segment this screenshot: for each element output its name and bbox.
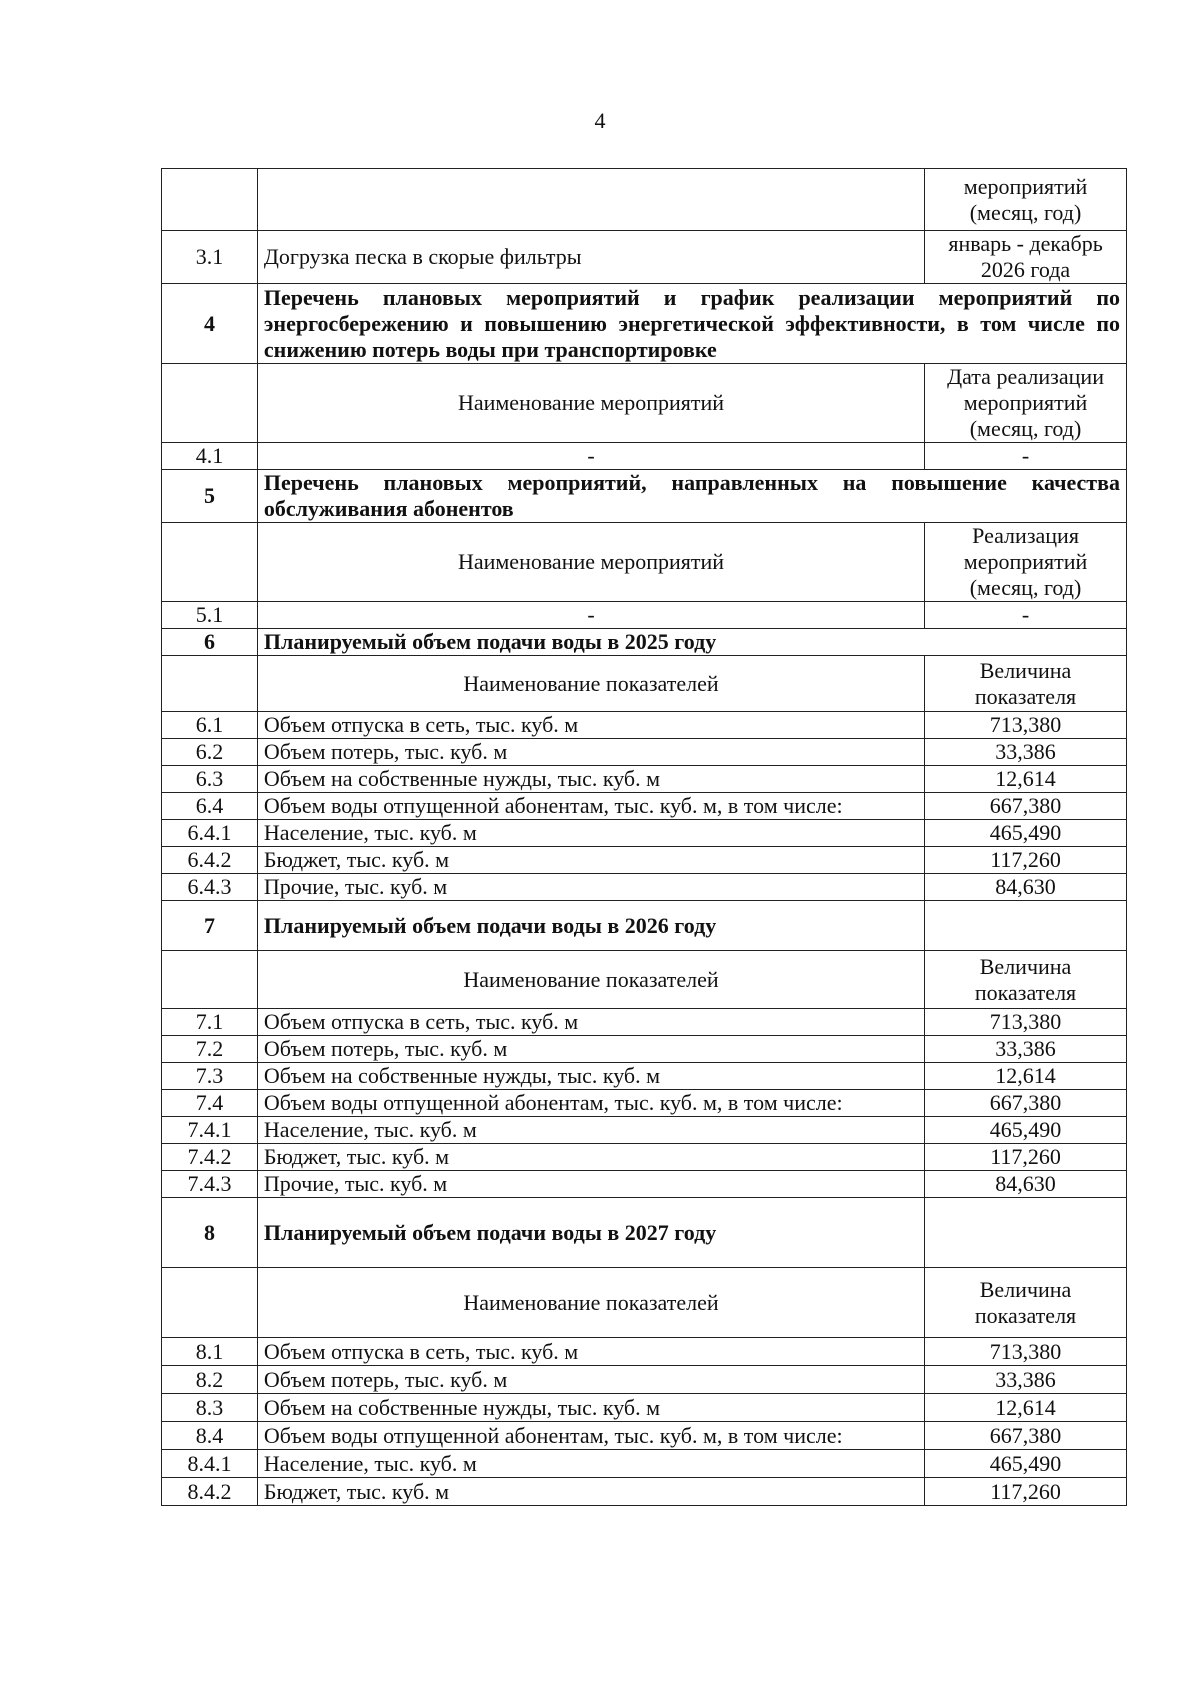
row-value: 33,386	[925, 1036, 1127, 1063]
header-name: Наименование показателей	[257, 951, 924, 1009]
row-number: 6.1	[162, 712, 258, 739]
row-name: Бюджет, тыс. куб. м	[257, 1144, 924, 1171]
section-title: Перечень плановых мероприятий, направленных на повышение качества обслуживания абонентов	[257, 470, 1126, 523]
cell-empty	[162, 951, 258, 1009]
row-number: 8.4.2	[162, 1478, 258, 1506]
table-row	[162, 739, 1127, 766]
section-title-row	[162, 1198, 1127, 1268]
row-name: Население, тыс. куб. м	[257, 1117, 924, 1144]
row-name: Объем воды отпущенной абонентам, тыс. куб. м, в том числе:	[257, 793, 924, 820]
table-row	[162, 1338, 1127, 1366]
row-number: 6.4.2	[162, 847, 258, 874]
plan-table	[161, 168, 1127, 1506]
table-row	[162, 443, 1127, 470]
row-number: 6.2	[162, 739, 258, 766]
row-name: Объем потерь, тыс. куб. м	[257, 1366, 924, 1394]
row-value: 12,614	[925, 1394, 1127, 1422]
row-name: Объем воды отпущенной абонентам, тыс. куб. м, в том числе:	[257, 1090, 924, 1117]
cell-empty	[162, 523, 258, 602]
cell-empty	[162, 364, 258, 443]
row-name: Объем отпуска в сеть, тыс. куб. м	[257, 1338, 924, 1366]
page-number: 4	[594, 108, 606, 133]
table-row	[162, 1036, 1127, 1063]
section-number: 7	[162, 901, 258, 951]
row-name: Прочие, тыс. куб. м	[257, 874, 924, 901]
row-value: 117,260	[925, 1144, 1127, 1171]
table-row	[162, 712, 1127, 739]
row-name: -	[257, 602, 924, 629]
row-value: 12,614	[925, 766, 1127, 793]
row-number: 8.4	[162, 1422, 258, 1450]
row-name: Объем потерь, тыс. куб. м	[257, 1036, 924, 1063]
header-name: Наименование мероприятий	[257, 364, 924, 443]
section-title-row	[162, 470, 1127, 523]
section-number: 6	[162, 629, 258, 656]
row-number: 7.1	[162, 1009, 258, 1036]
row-value: 465,490	[925, 820, 1127, 847]
header-date: Дата реализации мероприятий (месяц, год)	[925, 364, 1127, 443]
cell-empty	[925, 901, 1127, 951]
column-header-row	[162, 1268, 1127, 1338]
row-number: 8.4.1	[162, 1450, 258, 1478]
header-value: Величина показателя	[925, 656, 1127, 712]
row-value: 713,380	[925, 1009, 1127, 1036]
table-row	[162, 1422, 1127, 1450]
row-number: 8.3	[162, 1394, 258, 1422]
cell-empty	[162, 169, 258, 231]
row-value: 465,490	[925, 1117, 1127, 1144]
section-number: 8	[162, 1198, 258, 1268]
row-date: январь - декабрь 2026 года	[925, 231, 1127, 284]
row-name: Догрузка песка в скорые фильтры	[257, 231, 924, 284]
row-value: 84,630	[925, 1171, 1127, 1198]
row-number: 8.1	[162, 1338, 258, 1366]
column-header-row	[162, 523, 1127, 602]
column-header-row	[162, 656, 1127, 712]
table-row	[162, 602, 1127, 629]
table-row	[162, 1478, 1127, 1506]
header-date: Реализация мероприятий (месяц, год)	[925, 523, 1127, 602]
table-row	[162, 1394, 1127, 1422]
table-row	[162, 1171, 1127, 1198]
row-value: 117,260	[925, 1478, 1127, 1506]
table-row	[162, 1009, 1127, 1036]
table-row	[162, 766, 1127, 793]
column-header-row	[162, 364, 1127, 443]
cell-empty	[162, 1268, 258, 1338]
row-value: -	[925, 602, 1127, 629]
row-value: 713,380	[925, 712, 1127, 739]
row-name: Объем воды отпущенной абонентам, тыс. куб. м, в том числе:	[257, 1422, 924, 1450]
row-number: 7.4	[162, 1090, 258, 1117]
row-value: 465,490	[925, 1450, 1127, 1478]
header-name: Наименование мероприятий	[257, 523, 924, 602]
cell-empty	[257, 169, 924, 231]
row-name: Объем на собственные нужды, тыс. куб. м	[257, 1063, 924, 1090]
row-name: -	[257, 443, 924, 470]
table-row	[162, 820, 1127, 847]
row-value: 84,630	[925, 874, 1127, 901]
table-row	[162, 231, 1127, 284]
row-value: 667,380	[925, 1422, 1127, 1450]
table-row	[162, 1144, 1127, 1171]
section-title-row	[162, 901, 1127, 951]
header-name: Наименование показателей	[257, 656, 924, 712]
row-name: Население, тыс. куб. м	[257, 820, 924, 847]
section-title: Перечень плановых мероприятий и график реализации мероприятий по энергосбережению и повышению энергетической эффективности, в том числе по снижению потерь воды при транспортировке	[257, 284, 1126, 364]
row-number: 7.2	[162, 1036, 258, 1063]
cell-empty	[162, 656, 258, 712]
row-number: 3.1	[162, 231, 258, 284]
row-value: 667,380	[925, 1090, 1127, 1117]
section-title-row	[162, 284, 1127, 364]
row-number: 5.1	[162, 602, 258, 629]
row-value: 12,614	[925, 1063, 1127, 1090]
row-number: 6.3	[162, 766, 258, 793]
row-value: -	[925, 443, 1127, 470]
row-number: 7.4.1	[162, 1117, 258, 1144]
row-name: Бюджет, тыс. куб. м	[257, 1478, 924, 1506]
row-value: 33,386	[925, 739, 1127, 766]
row-name: Объем на собственные нужды, тыс. куб. м	[257, 1394, 924, 1422]
row-value: 713,380	[925, 1338, 1127, 1366]
section-title: Планируемый объем подачи воды в 2026 году	[257, 901, 924, 951]
section-title: Планируемый объем подачи воды в 2025 году	[257, 629, 1126, 656]
row-number: 6.4.3	[162, 874, 258, 901]
table-row	[162, 1117, 1127, 1144]
row-value: 667,380	[925, 793, 1127, 820]
row-value: 117,260	[925, 847, 1127, 874]
row-number: 4.1	[162, 443, 258, 470]
section-title: Планируемый объем подачи воды в 2027 году	[257, 1198, 924, 1268]
row-number: 7.3	[162, 1063, 258, 1090]
column-header-row	[162, 951, 1127, 1009]
row-name: Объем потерь, тыс. куб. м	[257, 739, 924, 766]
row-number: 6.4.1	[162, 820, 258, 847]
table-row	[162, 1450, 1127, 1478]
row-name: Объем на собственные нужды, тыс. куб. м	[257, 766, 924, 793]
table-row	[162, 169, 1127, 231]
row-number: 7.4.2	[162, 1144, 258, 1171]
section-number: 4	[162, 284, 258, 364]
header-value: Величина показателя	[925, 951, 1127, 1009]
row-number: 8.2	[162, 1366, 258, 1394]
row-name: Объем отпуска в сеть, тыс. куб. м	[257, 1009, 924, 1036]
table-row	[162, 1090, 1127, 1117]
header-name: Наименование показателей	[257, 1268, 924, 1338]
row-name: Прочие, тыс. куб. м	[257, 1171, 924, 1198]
row-value: 33,386	[925, 1366, 1127, 1394]
table-row	[162, 847, 1127, 874]
header-value: Величина показателя	[925, 1268, 1127, 1338]
row-name: Бюджет, тыс. куб. м	[257, 847, 924, 874]
row-number: 7.4.3	[162, 1171, 258, 1198]
table-row	[162, 1063, 1127, 1090]
cell-empty	[925, 1198, 1127, 1268]
row-name: Население, тыс. куб. м	[257, 1450, 924, 1478]
table-row	[162, 793, 1127, 820]
row-name: Объем отпуска в сеть, тыс. куб. м	[257, 712, 924, 739]
section-title-row	[162, 629, 1127, 656]
section-number: 5	[162, 470, 258, 523]
row-number: 6.4	[162, 793, 258, 820]
table-row	[162, 1366, 1127, 1394]
header-date-continued: мероприятий (месяц, год)	[925, 169, 1127, 231]
table-row	[162, 874, 1127, 901]
